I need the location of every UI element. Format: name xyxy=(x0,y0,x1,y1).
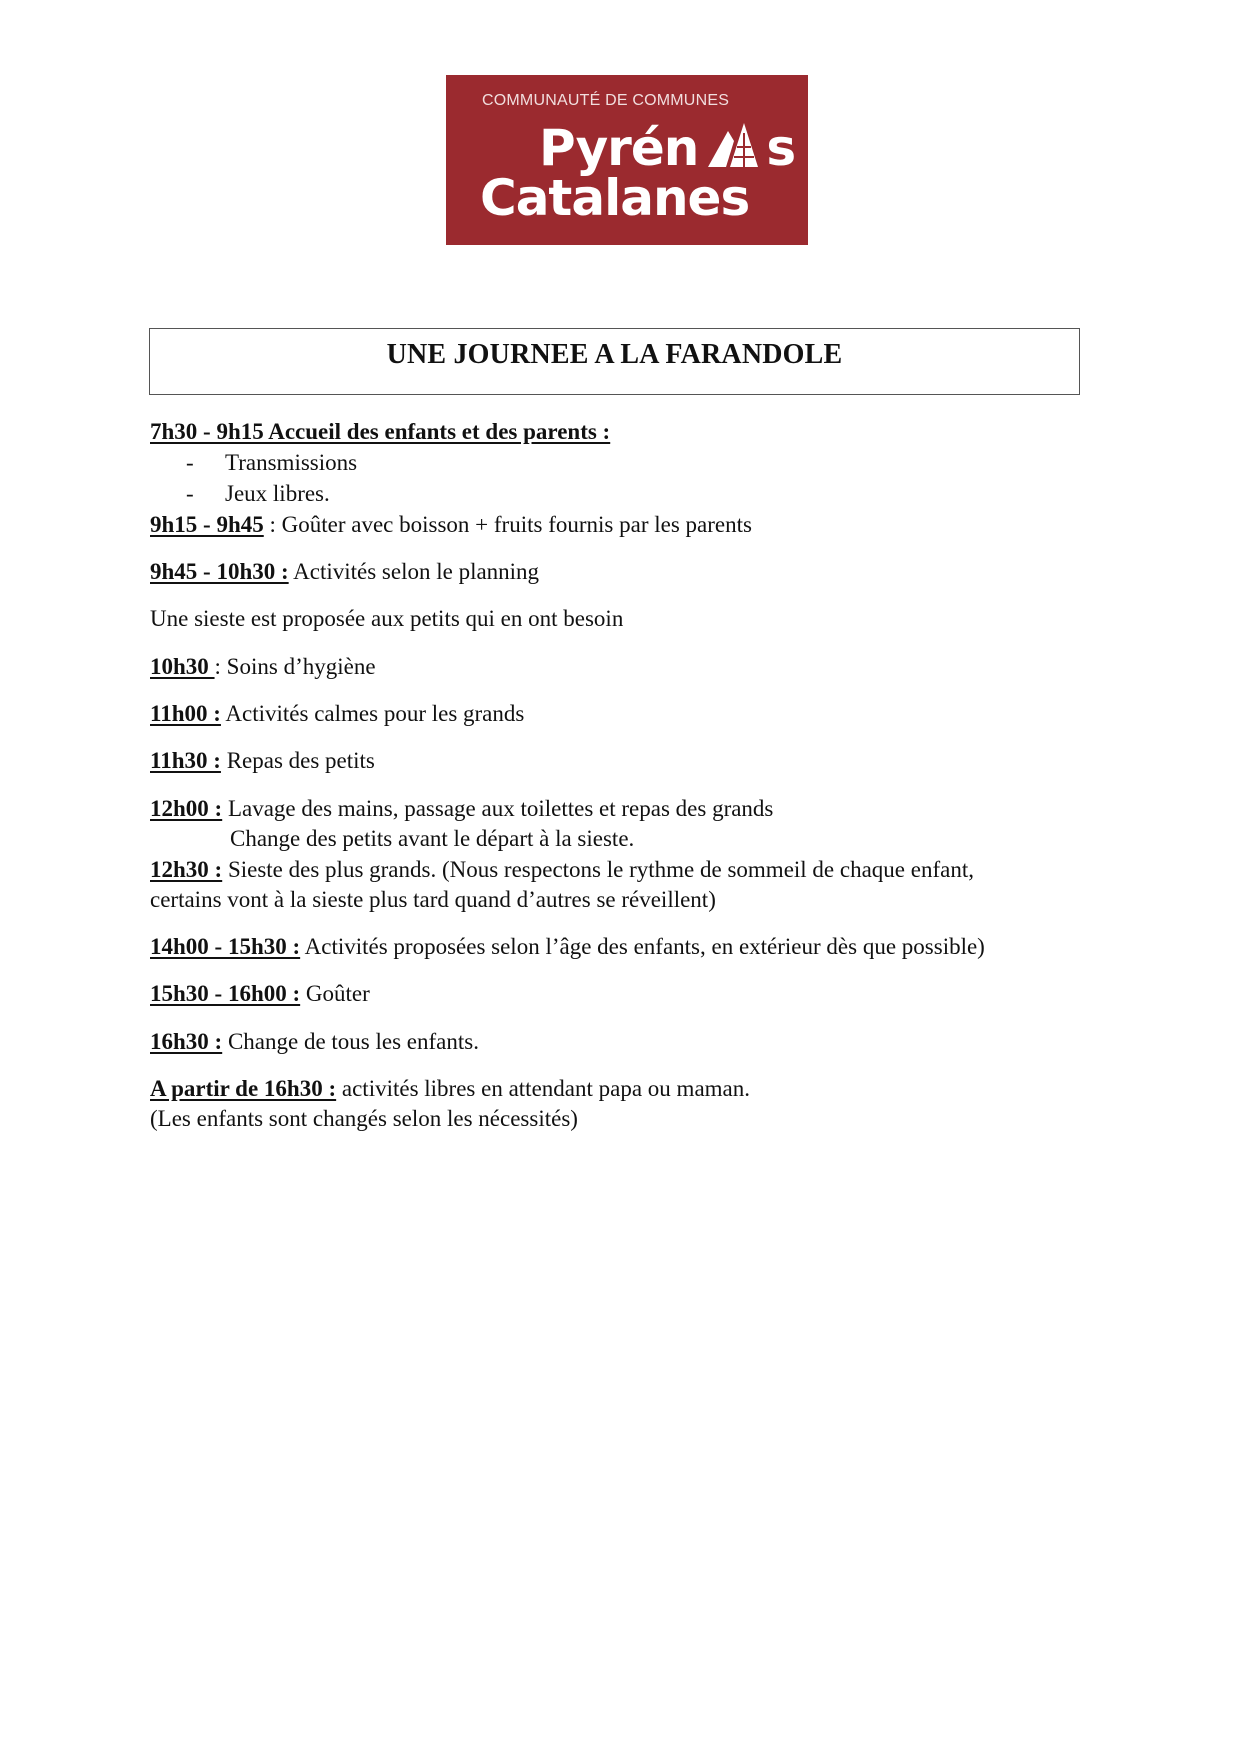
schedule-text: Activités selon le planning xyxy=(288,559,540,584)
time-label: A partir de 16h30 : xyxy=(150,1076,337,1101)
bullet-dash: - xyxy=(186,481,194,506)
time-label: 11h30 : xyxy=(150,748,221,773)
time-label: 11h00 : xyxy=(150,701,221,726)
schedule-line xyxy=(150,653,376,681)
time-label: 16h30 : xyxy=(150,1029,223,1054)
schedule-line xyxy=(150,795,773,823)
schedule-text: Goûter xyxy=(300,981,370,1006)
logo-line-2: Catalanes xyxy=(480,169,750,227)
schedule-text: : Goûter avec boisson + fruits fournis par les parents xyxy=(263,512,752,537)
schedule-text: Change des petits avant le départ à la sieste. xyxy=(230,826,635,851)
schedule-text: Une sieste est proposée aux petits qui en ont besoin xyxy=(150,606,624,631)
schedule-text: Change de tous les enfants. xyxy=(222,1029,479,1054)
time-label: 15h30 - 16h00 : xyxy=(150,981,301,1006)
logo-top-text: COMMUNAUTÉ DE COMMUNES xyxy=(482,92,730,109)
time-label: 12h00 : xyxy=(150,796,223,821)
time-label: 10h30 xyxy=(150,654,215,679)
schedule-continuation xyxy=(150,886,716,914)
time-label: 14h00 - 15h30 : xyxy=(150,934,301,959)
schedule-line xyxy=(150,856,974,884)
schedule-line xyxy=(150,1075,750,1103)
bullet-text: Transmissions xyxy=(225,450,358,475)
time-label: 9h45 - 10h30 : xyxy=(150,559,289,584)
schedule-line xyxy=(150,980,370,1008)
schedule-text: Repas des petits xyxy=(220,748,375,773)
schedule-text: (Les enfants sont changés selon les nécessités) xyxy=(150,1106,578,1131)
time-label: 7h30 - 9h15 Accueil des enfants et des parents : xyxy=(150,419,611,444)
schedule-note xyxy=(150,605,623,633)
schedule-line xyxy=(150,747,375,775)
bullet-dash: - xyxy=(186,450,194,475)
schedule-text: Sieste des plus grands. (Nous respectons le rythme de sommeil de chaque enfant, xyxy=(222,857,974,882)
schedule-text: Activités proposées selon l’âge des enfants, en extérieur dès que possible) xyxy=(300,934,985,959)
title-box xyxy=(149,328,1080,395)
bullet-text: Jeux libres. xyxy=(225,481,330,506)
schedule-line xyxy=(150,1028,479,1056)
schedule-text: certains vont à la sieste plus tard quand d’autres se réveillent) xyxy=(150,887,716,912)
logo xyxy=(446,75,808,245)
page-title: UNE JOURNEE A LA FARANDOLE xyxy=(386,339,843,370)
time-label: 12h30 : xyxy=(150,857,223,882)
schedule-text: activités libres en attendant papa ou maman. xyxy=(336,1076,750,1101)
schedule-continuation xyxy=(150,1105,578,1133)
logo-line-1-start: Pyrén xyxy=(539,119,699,177)
schedule-line xyxy=(150,700,524,728)
tree-icon xyxy=(704,117,764,173)
time-label: 9h15 - 9h45 xyxy=(150,512,264,537)
schedule-heading-arrival xyxy=(150,418,610,446)
schedule-line xyxy=(150,933,985,961)
schedule-text: : Soins d’hygiène xyxy=(214,654,376,679)
schedule-continuation xyxy=(230,825,634,853)
schedule-text: Lavage des mains, passage aux toilettes et repas des grands xyxy=(222,796,774,821)
schedule-line xyxy=(150,558,539,586)
logo-line-1-end: s xyxy=(766,119,796,177)
schedule-line xyxy=(150,511,752,539)
schedule-text: Activités calmes pour les grands xyxy=(220,701,525,726)
